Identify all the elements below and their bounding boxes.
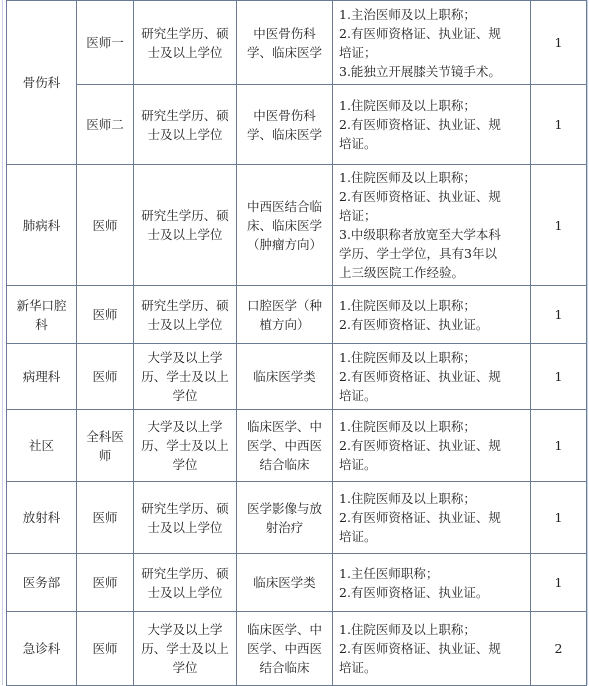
requirements-cell <box>333 165 531 286</box>
department-cell: 医务部 <box>7 554 77 612</box>
education-cell: 研究生学历、硕士及以上学位 <box>134 85 237 165</box>
table-row <box>7 612 587 686</box>
table-row <box>7 554 587 612</box>
department-cell: 放射科 <box>7 482 77 554</box>
department-cell: 病理科 <box>7 344 77 410</box>
headcount-cell: 1 <box>531 165 587 286</box>
requirement-line: 培证。 <box>339 529 377 544</box>
requirement-line: 1.住院医师及以上职称； <box>339 350 476 365</box>
major-cell: 临床医学类 <box>237 344 333 410</box>
education-cell: 大学及以上学历、学士及以上学位 <box>134 344 237 410</box>
requirements-cell <box>333 612 531 686</box>
table-row <box>7 344 587 410</box>
requirements-cell <box>333 344 531 410</box>
recruitment-table <box>6 0 587 686</box>
education-cell: 研究生学历、硕士及以上学位 <box>134 1 237 85</box>
requirement-line: 培证。 <box>339 388 377 403</box>
major-cell: 中医骨伤科学、临床医学 <box>237 85 333 165</box>
requirements-cell <box>333 85 531 165</box>
table-row <box>7 1 587 85</box>
requirement-line: 1.住院医师及以上职称； <box>339 622 476 637</box>
headcount-cell: 1 <box>531 410 587 482</box>
department-cell: 急诊科 <box>7 612 77 686</box>
major-cell: 临床医学类 <box>237 554 333 612</box>
right-margin-line <box>587 0 588 685</box>
position-cell: 医师 <box>77 612 134 686</box>
requirement-line: 2.有医师资格证、执业证、规 <box>339 641 501 656</box>
requirements-cell <box>333 410 531 482</box>
education-cell: 研究生学历、硕士及以上学位 <box>134 482 237 554</box>
education-cell: 研究生学历、硕士及以上学位 <box>134 286 237 344</box>
position-cell: 医师一 <box>77 1 134 85</box>
major-cell: 中医骨伤科学、临床医学 <box>237 1 333 85</box>
requirement-line: 培证。 <box>339 660 377 675</box>
education-cell: 研究生学历、硕士及以上学位 <box>134 165 237 286</box>
major-cell: 医学影像与放射治疗 <box>237 482 333 554</box>
requirement-line: 培证。 <box>339 457 377 472</box>
position-cell: 全科医师 <box>77 410 134 482</box>
headcount-cell: 1 <box>531 1 587 85</box>
position-cell: 医师 <box>77 344 134 410</box>
requirement-line: 2.有医师资格证、执业证、规 <box>339 510 501 525</box>
headcount-cell: 1 <box>531 554 587 612</box>
table-row <box>7 482 587 554</box>
requirement-line: 1.主任医师职称； <box>339 565 439 581</box>
requirement-line: 培证。 <box>339 136 377 151</box>
education-cell: 大学及以上学历、学士及以上学位 <box>134 410 237 482</box>
major-cell: 口腔医学（种植方向） <box>237 286 333 344</box>
requirement-line: 2.有医师资格证、执业证。 <box>339 316 489 332</box>
requirements-cell <box>333 554 531 612</box>
requirement-line: 2.有医师资格证、执业证。 <box>339 584 489 600</box>
major-cell: 中西医结合临床、临床医学（肿瘤方向） <box>237 165 333 286</box>
table-row <box>7 286 587 344</box>
requirement-line: 1.住院医师及以上职称； <box>339 419 476 434</box>
department-cell: 新华口腔科 <box>7 286 77 344</box>
table-row <box>7 410 587 482</box>
department-cell: 肺病科 <box>7 165 77 286</box>
requirement-line: 学历、学士学位，具有3年以 <box>339 246 497 261</box>
requirement-line: 2.有医师资格证、执业证、规 <box>339 369 501 384</box>
left-margin-line <box>2 0 3 685</box>
education-cell: 大学及以上学历、学士及以上学位 <box>134 612 237 686</box>
requirement-line: 1.住院医师及以上职称； <box>339 491 476 506</box>
education-cell: 研究生学历、硕士及以上学位 <box>134 554 237 612</box>
major-cell: 临床医学、中医学、中西医结合临床 <box>237 612 333 686</box>
requirement-line: 培证； <box>339 44 377 60</box>
requirement-line: 3.能独立开展膝关节镜手术。 <box>339 63 501 79</box>
department-cell: 社区 <box>7 410 77 482</box>
requirements-cell <box>333 286 531 344</box>
table-row <box>7 85 587 165</box>
position-cell: 医师 <box>77 482 134 554</box>
requirement-line: 培证； <box>339 208 377 223</box>
headcount-cell: 2 <box>531 612 587 686</box>
position-cell: 医师 <box>77 165 134 286</box>
major-cell: 临床医学、中医学、中西医结合临床 <box>237 410 333 482</box>
requirement-line: 2.有医师资格证、执业证、规 <box>339 438 501 453</box>
requirement-line: 上三级医院工作经验。 <box>339 265 465 280</box>
requirement-line: 1.住院医师及以上职称； <box>339 297 476 313</box>
requirement-line: 2.有医师资格证、执业证、规 <box>339 25 501 41</box>
requirement-line: 2.有医师资格证、执业证、规 <box>339 189 501 204</box>
position-cell: 医师 <box>77 554 134 612</box>
requirements-cell <box>333 482 531 554</box>
table-row <box>7 165 587 286</box>
requirement-line: 1.住院医师及以上职称； <box>339 170 476 185</box>
headcount-cell: 1 <box>531 85 587 165</box>
requirement-line: 2.有医师资格证、执业证、规 <box>339 117 501 132</box>
headcount-cell: 1 <box>531 344 587 410</box>
headcount-cell: 1 <box>531 482 587 554</box>
position-cell: 医师二 <box>77 85 134 165</box>
requirements-cell <box>333 1 531 85</box>
headcount-cell: 1 <box>531 286 587 344</box>
position-cell: 医师 <box>77 286 134 344</box>
requirement-line: 1.主治医师及以上职称； <box>339 6 476 22</box>
requirement-line: 1.住院医师及以上职称； <box>339 98 476 113</box>
requirement-line: 3.中级职称者放宽至大学本科 <box>339 227 501 242</box>
department-cell: 骨伤科 <box>7 1 77 165</box>
